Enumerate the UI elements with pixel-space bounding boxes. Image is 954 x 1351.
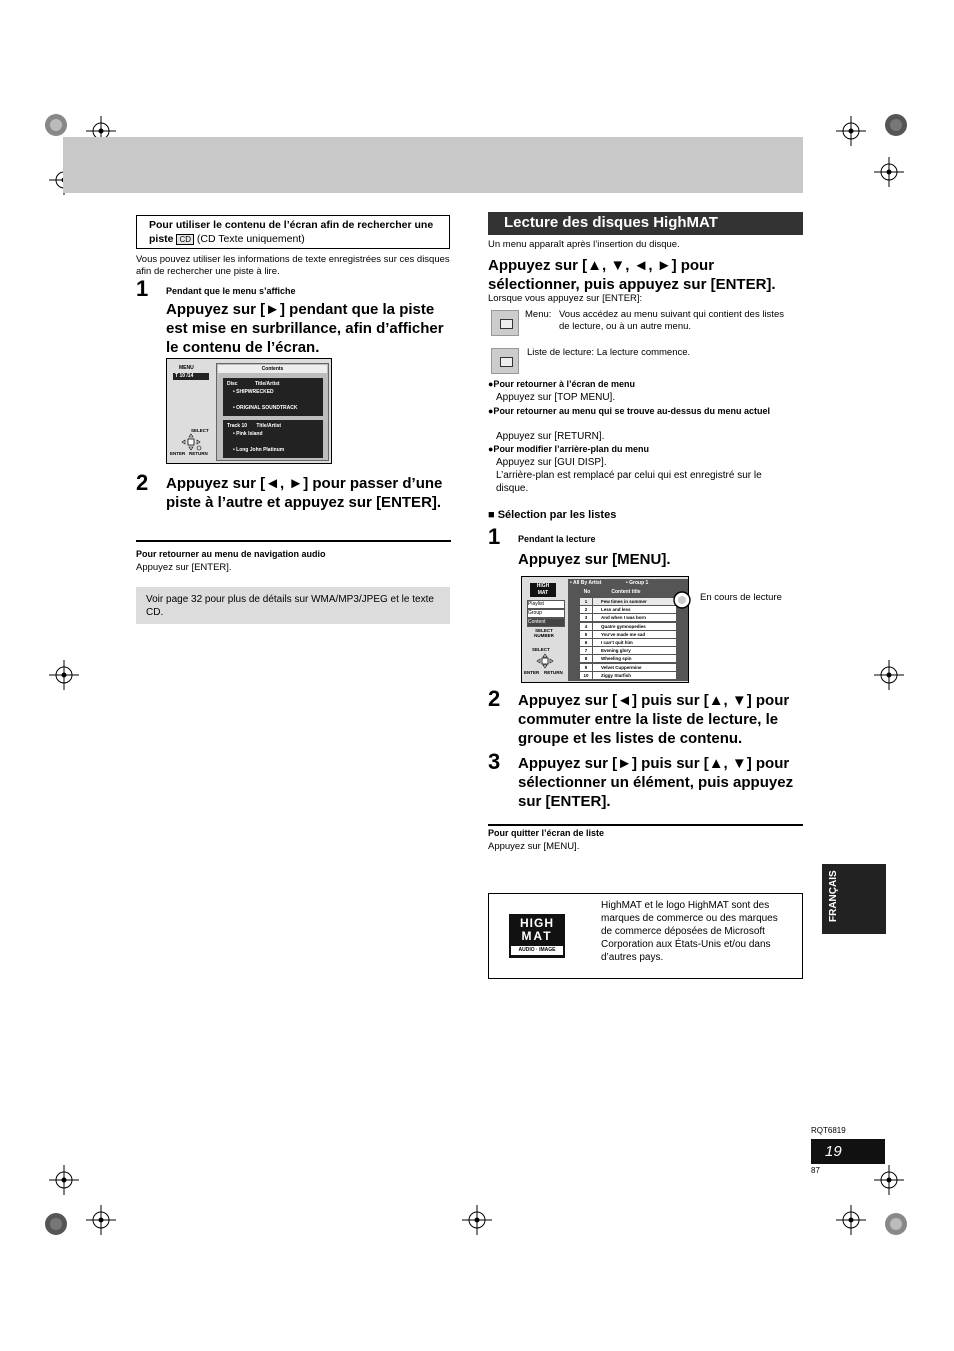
language-tab — [822, 864, 886, 934]
now-playing-indicator-icon — [672, 591, 692, 609]
track-title: • Pink Island — [233, 431, 263, 437]
list-item[interactable] — [580, 663, 676, 671]
playlist-description: Liste de lecture: La lecture commence. — [527, 347, 691, 358]
step-number: 1 — [488, 524, 501, 549]
note-box — [136, 215, 450, 249]
select-label: SELECT — [532, 647, 550, 652]
list-item-title: Less and less — [601, 607, 631, 613]
highmat-logo — [509, 914, 565, 958]
disc-title: • SHIPWRECKED — [233, 389, 274, 395]
content-list-pane — [568, 579, 688, 681]
menu-label: MENU — [179, 365, 194, 371]
track-title-artist-label: Title/Artist — [256, 423, 282, 429]
crosshair-mark-icon — [874, 660, 904, 690]
color-target-icon — [44, 1212, 68, 1236]
contents-screen — [166, 358, 332, 464]
crosshair-mark-icon — [49, 660, 79, 690]
list-item-title: Few times in summer — [601, 599, 647, 604]
bullet-title: ●Pour retourner à l’écran de menu — [488, 379, 635, 389]
col-no: No — [583, 589, 591, 595]
language-label: FRANÇAIS — [828, 870, 839, 922]
track-counter: T 10 /14 — [173, 373, 209, 380]
color-target-icon — [44, 113, 68, 137]
list-item-title: Wheeling spin — [601, 656, 632, 662]
sub-page: 87 — [811, 1166, 820, 1175]
bullet-text: L’arrière-plan est remplacé par celui qui est enregistré sur le disque. — [496, 470, 762, 494]
logo-text-top: HIGH — [520, 916, 554, 930]
logo-text-middle: MAT — [521, 929, 553, 943]
info-note: Voir page 32 pour plus de détails sur WMA/MP3/JPEG et le texte CD. — [136, 587, 450, 624]
quit-title: Pour quitter l’écran de liste — [488, 828, 605, 838]
crosshair-mark-icon — [836, 1205, 866, 1235]
menu-description: Vous accédez au menu suivant qui contient des listes de lecture, ou à un autre menu. — [559, 309, 784, 332]
return-label: RETURN — [544, 670, 563, 675]
return-text: Appuyez sur [ENTER]. — [136, 562, 232, 573]
step-text: Appuyez sur [◄] puis sur [▲, ▼] pour commuter entre la liste de lecture, le groupe et les listes de contenu. — [518, 692, 790, 747]
crosshair-mark-icon — [86, 1205, 116, 1235]
artist-crumb: • All By Artist — [570, 580, 602, 586]
model-code: RQT6819 — [811, 1126, 846, 1135]
track-info — [223, 420, 323, 458]
crosshair-mark-icon — [49, 1165, 79, 1195]
group-crumb: • Group 1 — [626, 580, 649, 586]
quit-text: Appuyez sur [MENU]. — [488, 841, 580, 852]
list-item[interactable] — [580, 613, 676, 621]
divider — [488, 824, 803, 826]
bullet-text: Appuyez sur [GUI DISP]. — [496, 457, 607, 468]
list-item-number: 6 — [580, 639, 593, 646]
return-label: RETURN — [189, 451, 208, 456]
list-item-title: You’ve made me sad — [601, 631, 646, 637]
step-number: 1 — [136, 276, 149, 301]
list-item-number: 2 — [580, 606, 593, 613]
nav-playlist: Playlist — [527, 600, 565, 609]
list-item[interactable] — [580, 654, 676, 662]
bullet-text: Appuyez sur [TOP MENU]. — [496, 392, 616, 403]
list-item-title: Evening glory — [601, 648, 631, 654]
disc-info — [223, 378, 323, 416]
list-item-number: 10 — [580, 672, 593, 679]
col-title: Content title — [611, 589, 641, 595]
return-title: Pour retourner au menu de navigation audio — [136, 549, 326, 559]
note-title: Pour utiliser le contenu de l’écran afin de rechercher une piste — [149, 219, 434, 245]
list-item-title: Velvet Cuppermine — [601, 664, 642, 670]
select-label: SELECT — [191, 428, 209, 433]
divider — [136, 540, 451, 542]
crosshair-mark-icon — [462, 1205, 492, 1235]
list-item-number: 8 — [580, 655, 593, 662]
list-item-number: 9 — [580, 664, 593, 671]
section-title: Lecture des disques HighMAT — [488, 212, 803, 235]
disc-label: Disc — [227, 381, 238, 387]
menu-label: Menu: — [525, 309, 552, 320]
page-number: 19 — [811, 1139, 885, 1164]
contents-title: Contents — [218, 365, 327, 373]
nav-content: Content — [527, 618, 565, 627]
disc-artist: • ORIGINAL SOUNDTRACK — [233, 405, 298, 411]
list-item[interactable] — [580, 646, 676, 654]
color-target-icon — [884, 1212, 908, 1236]
bullet-text: Appuyez sur [RETURN]. — [496, 431, 605, 442]
step-text: Appuyez sur [►] puis sur [▲, ▼] pour sélectionner un élément, puis appuyez sur [ENTER]. — [518, 755, 794, 810]
menu-folder-icon — [491, 310, 519, 336]
note-suffix: (CD Texte uniquement) — [196, 233, 305, 245]
highmat-logo — [530, 583, 556, 597]
trademark-box — [488, 893, 803, 979]
color-target-icon — [884, 113, 908, 137]
list-header — [580, 588, 676, 596]
list-item-title: Quatre gymnopedies — [601, 623, 646, 629]
bullet-title: ●Pour retourner au menu qui se trouve au-dessus du menu actuel — [488, 406, 770, 416]
select-number-label: SELECT NUMBER — [534, 628, 554, 638]
step-condition: Pendant que le menu s’affiche — [166, 286, 296, 296]
bullet-title: ●Pour modifier l’arrière-plan du menu — [488, 444, 649, 454]
list-item[interactable] — [580, 630, 676, 638]
list-item[interactable] — [580, 671, 676, 679]
step-text: Appuyez sur [MENU]. — [518, 551, 671, 568]
step-number: 2 — [136, 470, 149, 495]
list-item[interactable] — [580, 597, 676, 605]
list-item-title: Ziggy Starfish — [601, 672, 632, 678]
nav-group: Group — [527, 609, 565, 618]
list-item[interactable] — [580, 605, 676, 613]
list-item[interactable] — [580, 622, 676, 630]
list-item-title: I can’t quit him — [601, 640, 633, 645]
playlist-icon — [491, 348, 519, 374]
trademark-text: HighMAT et le logo HighMAT sont des marques de commerce ou des marques de commerce déposées de Microsoft Corporation aux États-Unis et/ou dans d’autres pays. — [601, 900, 778, 963]
list-item-number: 5 — [580, 631, 593, 638]
logo-text-bottom: AUDIO · IMAGE — [511, 946, 563, 955]
cd-badge: CD — [176, 234, 194, 245]
section-intro: Un menu apparaît après l’insertion du disque. — [488, 239, 680, 250]
track-artist: • Long John Platinum — [233, 447, 285, 453]
crosshair-mark-icon — [874, 1165, 904, 1195]
list-item-number: 1 — [580, 598, 593, 605]
list-heading: ■ Sélection par les listes — [488, 509, 617, 521]
main-step-text: Appuyez sur [▲, ▼, ◄, ►] pour sélectionner, puis appuyez sur [ENTER]. — [488, 257, 776, 293]
crosshair-mark-icon — [836, 116, 866, 146]
highmat-menu-screen — [521, 576, 689, 683]
step-text: Appuyez sur [◄, ►] pour passer d’une piste à l’autre et appuyez sur [ENTER]. — [166, 475, 443, 511]
list-item[interactable] — [580, 638, 676, 646]
enter-label: ENTER — [524, 670, 540, 675]
list-item-number: 4 — [580, 623, 593, 630]
dpad-icon — [179, 433, 203, 451]
contents-pane — [216, 363, 329, 461]
crosshair-mark-icon — [874, 157, 904, 187]
now-playing-label: En cours de lecture — [700, 592, 782, 603]
when-enter-text: Lorsque vous appuyez sur [ENTER]: — [488, 293, 643, 304]
track-label: Track 10 — [227, 423, 248, 429]
list-item-number: 7 — [580, 647, 593, 654]
step-number: 3 — [488, 749, 501, 774]
intro-text: Vous pouvez utiliser les informations de texte enregistrées sur ces disques afin de rechercher une piste à lire. — [136, 254, 450, 277]
logo-text-bottom: MAT — [537, 590, 549, 596]
enter-label: ENTER — [170, 451, 186, 456]
logo-text-top: HIGH — [536, 583, 550, 589]
disc-title-artist-label: Title/Artist — [254, 381, 280, 387]
list-item-title: And when I was born — [601, 615, 647, 621]
list-item-number: 3 — [580, 614, 593, 621]
header-band — [63, 137, 803, 193]
step-number: 2 — [488, 686, 501, 711]
step-text: Appuyez sur [►] pendant que la piste est mise en surbrillance, afin d’afficher le contenu de l’écran. — [166, 301, 444, 356]
dpad-icon — [534, 653, 556, 669]
step-condition: Pendant la lecture — [518, 534, 596, 544]
